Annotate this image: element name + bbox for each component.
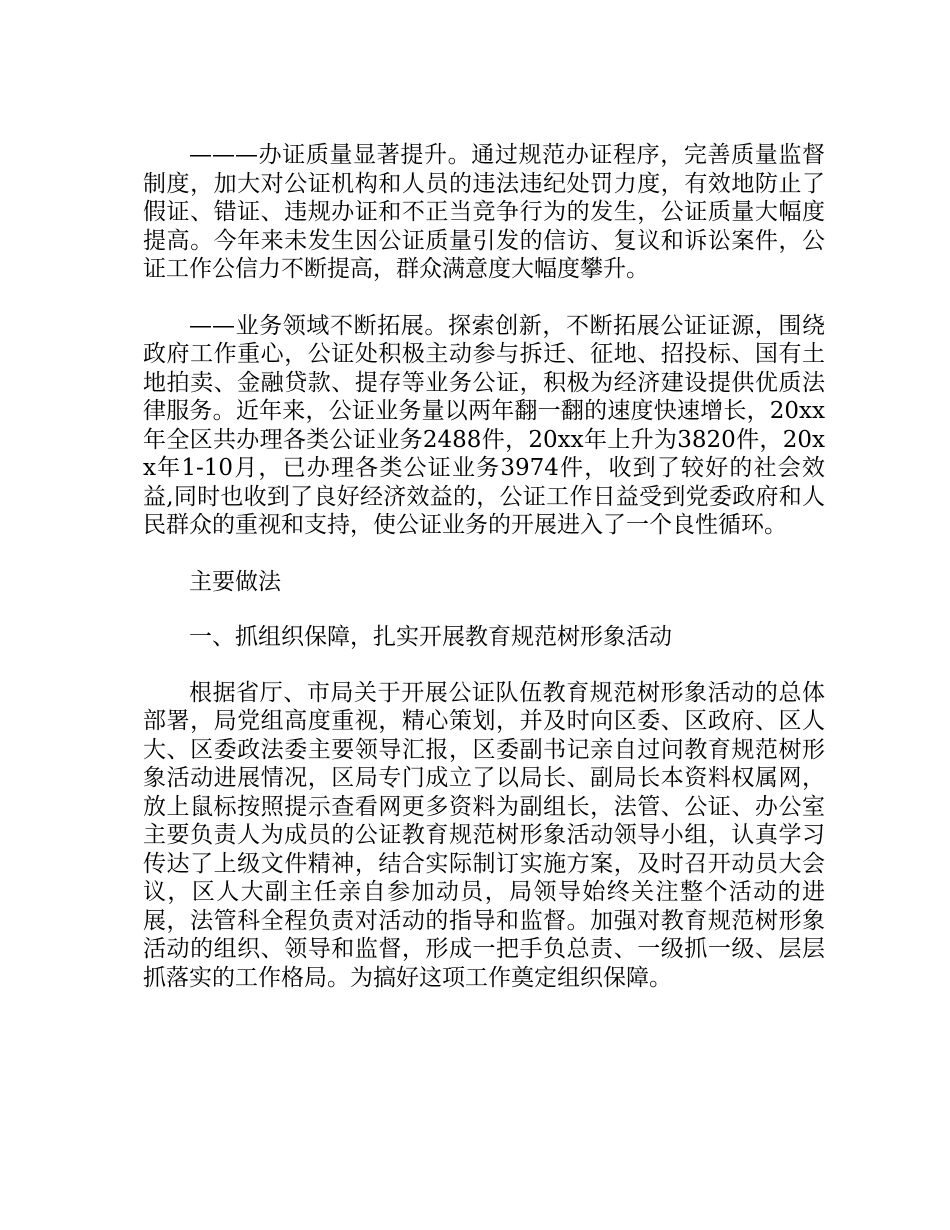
- paragraph-quality-improvement: ———办证质量显著提升。通过规范办证程序，完善质量监督制度，加大对公证机构和人员的违法违纪处罚力度，有效地防止了假证、错证、违规办证和不正当竞争行为的发生，公证质量大幅度提高。今年来未发生因公证质量引发的信访、复议和诉讼案件，公证工作公信力不断提高，群众满意度大幅度攀升。: [143, 142, 825, 282]
- paragraph-business-expansion: ——业务领域不断拓展。探索创新，不断拓展公证证源，围绕政府工作重心，公证处积极主动参与拆迁、征地、招投标、国有土地拍卖、金融贷款、提存等业务公证，积极为经济建设提供优质法律服务。近年来，公证业务量以两年翻一翻的速度快速增长，20xx年全区共办理各类公证业务2488件，20xx年上升为3820件，20xx年1-10月，已办理各类公证业务3974件，收到了较好的社会效益,同时也收到了良好经济效益的，公证工作日益受到党委政府和人民群众的重视和支持，使公证业务的开展进入了一个良性循环。: [143, 312, 825, 538]
- subheading-organization-guarantee: 一、抓组织保障，扎实开展教育规范树形象活动: [189, 624, 672, 650]
- section-heading-main-practices: 主要做法: [189, 568, 281, 595]
- document-body: [143, 141, 825, 1020]
- paragraph-organization-details: 根据省厅、市局关于开展公证队伍教育规范树形象活动的总体部署，局党组高度重视，精心策划，并及时向区委、区政府、区人大、区委政法委主要领导汇报，区委副书记亲自过问教育规范树形象活动进展情况，区局专门成立了以局长、副局长本资料权属网，放上鼠标按照提示查看网更多资料为副组长，法管、公证、办公室主要负责人为成员的公证教育规范树形象活动领导小组，认真学习传达了上级文件精神，结合实际制订实施方案，及时召开动员大会议，区人大副主任亲自参加动员，局领导始终关注整个活动的进展，法管科全程负责对活动的指导和监督。加强对教育规范树形象活动的组织、领导和监督，形成一把手负总责、一级抓一级、层层抓落实的工作格局。为搞好这项工作奠定组织保障。: [143, 679, 825, 991]
